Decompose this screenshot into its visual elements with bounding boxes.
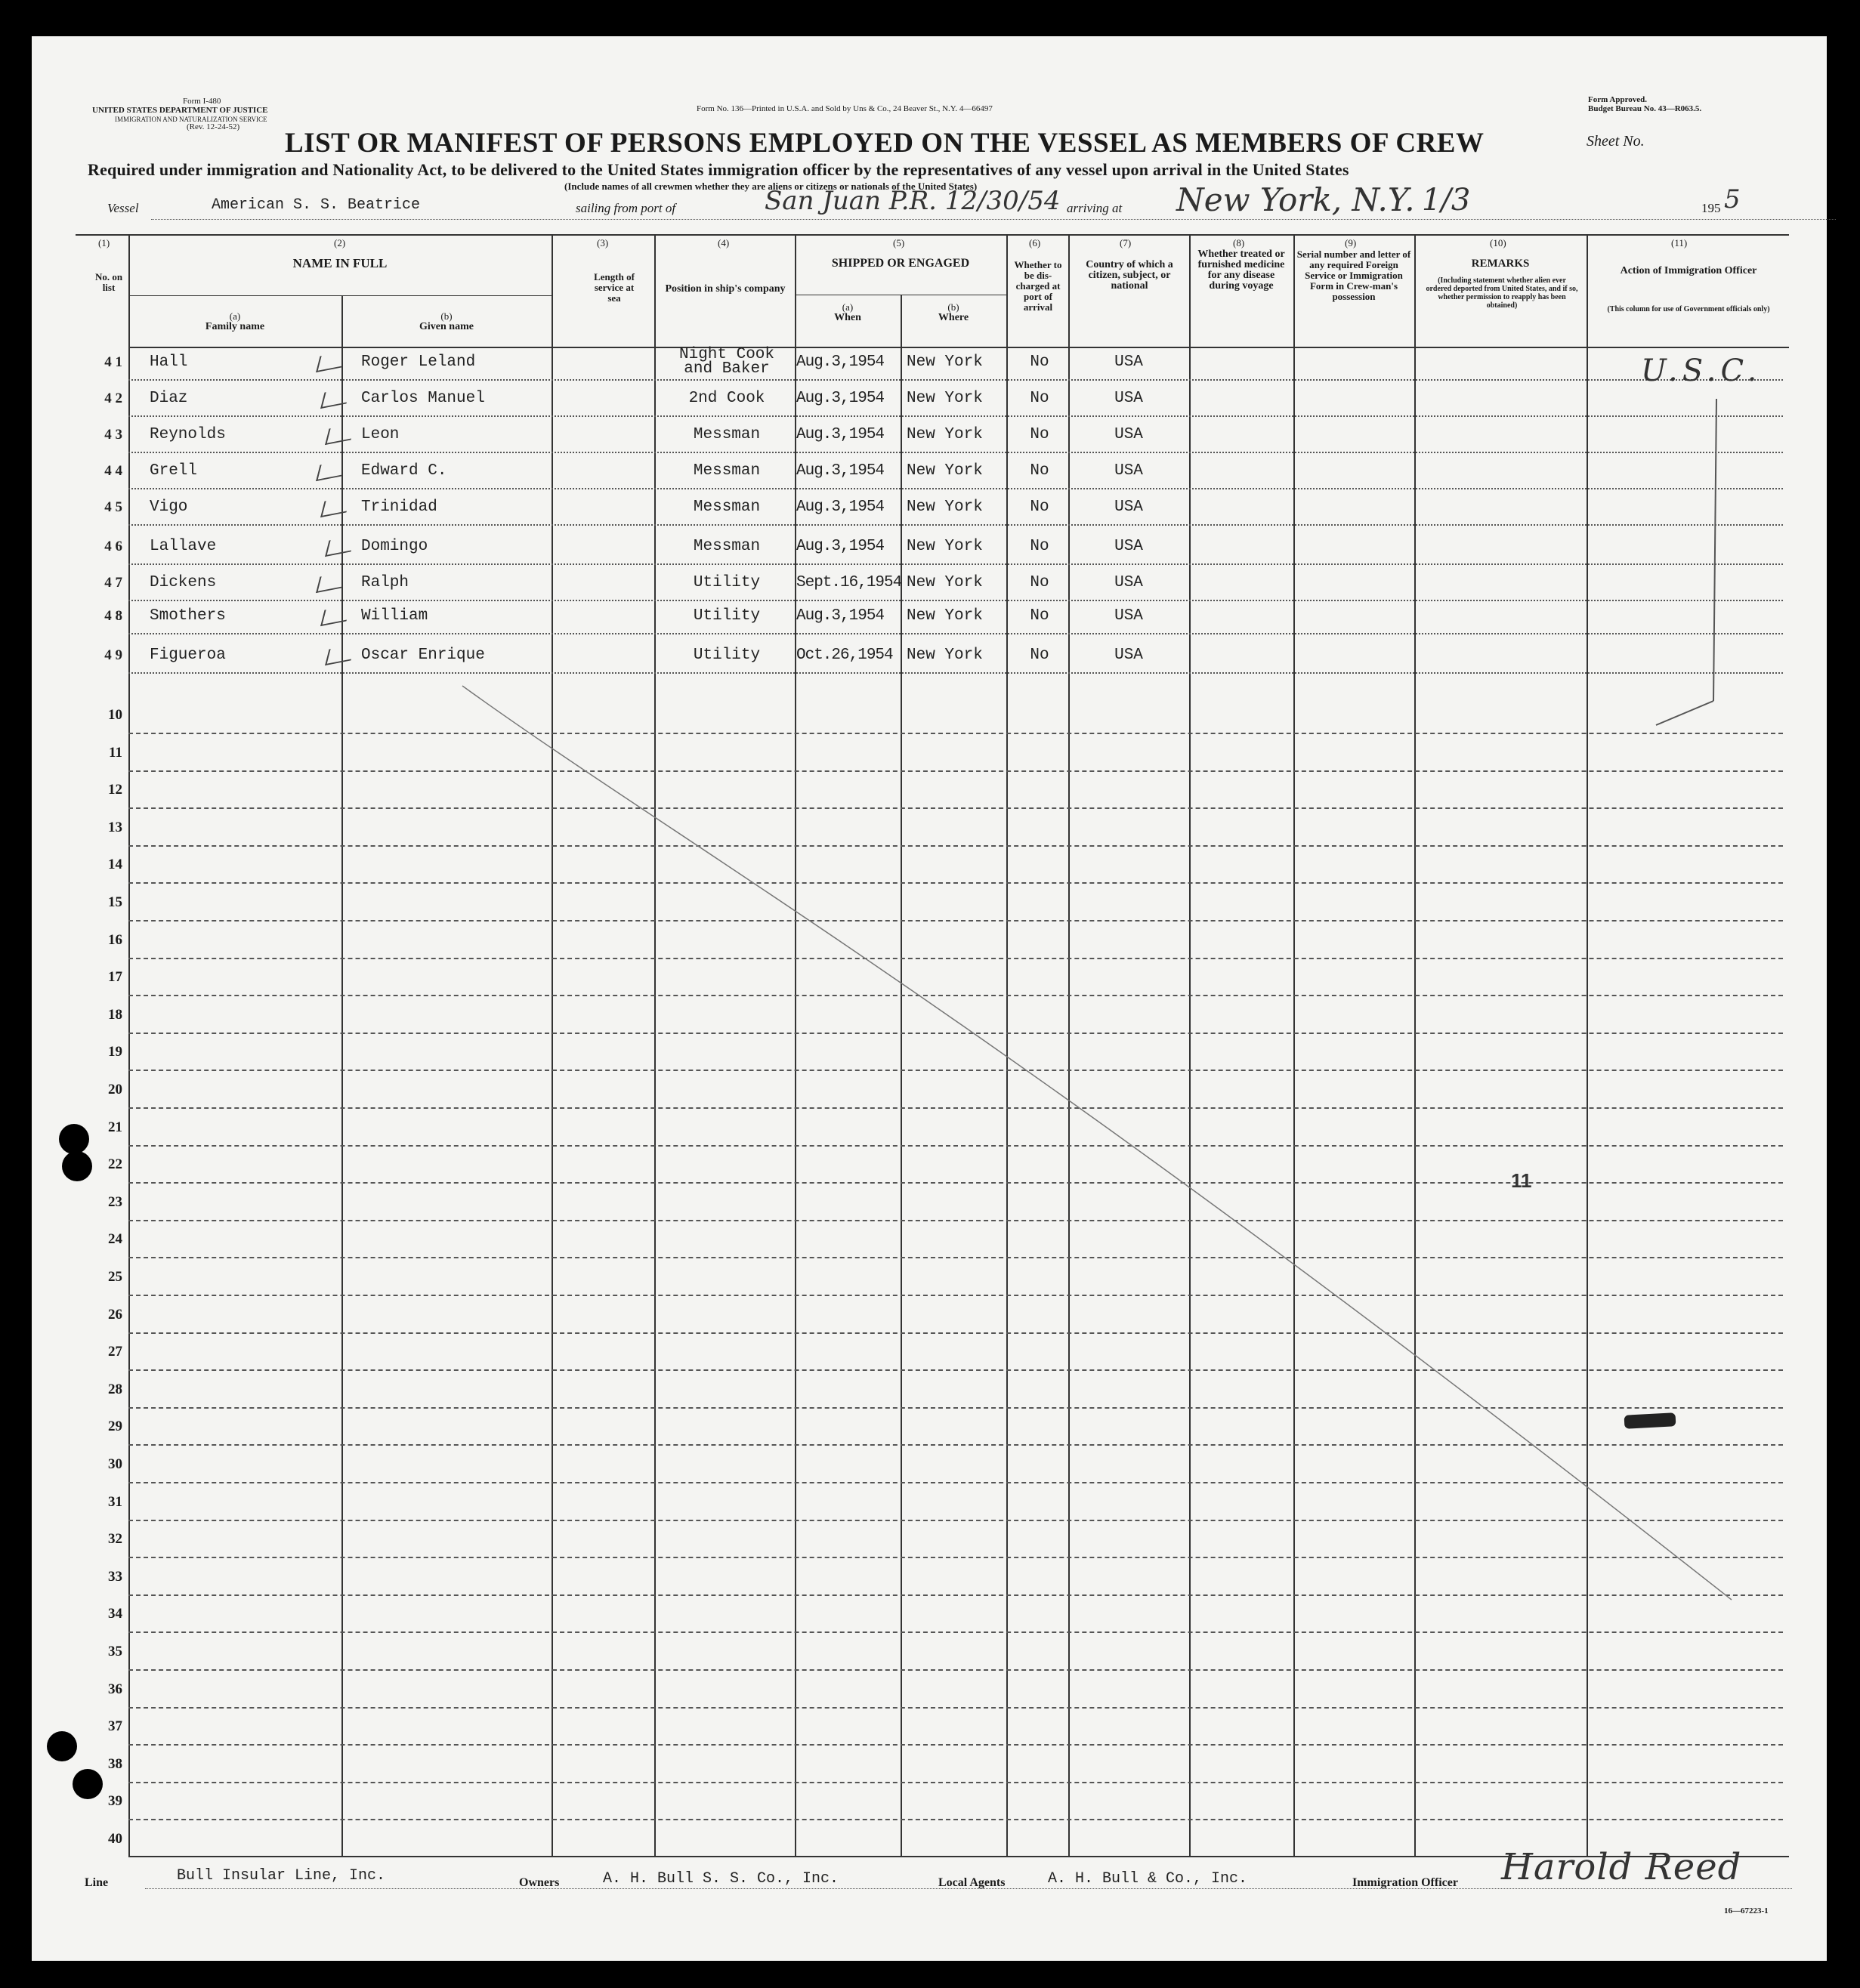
row-number: 29	[108, 1418, 122, 1435]
row-number: 28	[108, 1381, 122, 1397]
col-num-11: (11)	[1671, 237, 1688, 248]
row-number: 20	[108, 1082, 122, 1097]
discharged-cell: No	[1030, 574, 1049, 591]
row-number: 22	[108, 1156, 122, 1173]
col-divider-2a	[341, 295, 343, 1856]
shipped-where-cell: New York	[907, 390, 983, 407]
row-number: 37	[108, 1718, 122, 1735]
family-name-sub: (a)	[229, 310, 241, 322]
country-cell: USA	[1114, 426, 1143, 443]
col-num-9: (9)	[1345, 237, 1357, 248]
row-number: 40	[108, 1831, 122, 1847]
page-title: LIST OR MANIFEST OF PERSONS EMPLOYED ON THE VESSEL AS MEMBERS OF CREW	[285, 128, 1485, 159]
header-bottom-border	[128, 347, 1789, 348]
remarks-note: (Including statement whether alien ever ordered deported from United States, and if so, whether permission to reapply has been obtained)	[1426, 276, 1578, 310]
department-name: UNITED STATES DEPARTMENT OF JUSTICE	[92, 106, 268, 115]
row-number: 21	[108, 1119, 122, 1135]
family-name-header: Family name	[205, 321, 265, 332]
shipped-when-cell: Aug.3,1954	[796, 607, 885, 625]
name-header-divider	[128, 295, 552, 296]
name-in-full-header: NAME IN FULL	[292, 256, 388, 270]
given-name-cell: Ralph	[361, 574, 409, 591]
position-cell: Messman	[693, 538, 761, 555]
col-num-10: (10)	[1490, 237, 1506, 248]
given-name-cell: Leon	[361, 426, 400, 443]
row-rule	[128, 415, 1783, 417]
position-cell: Utility	[693, 607, 761, 625]
sailing-label: sailing from port of	[576, 201, 676, 215]
position-cell: Messman	[693, 426, 761, 443]
shipped-where-cell: New York	[907, 574, 983, 591]
row-number: 4 2	[104, 390, 122, 406]
revision-date: (Rev. 12-24-52)	[187, 122, 240, 131]
remarks-header: REMARKS	[1471, 258, 1530, 270]
vessel-name: American S. S. Beatrice	[212, 196, 421, 214]
action-mark-usc: U.S.C.	[1641, 353, 1762, 388]
vessel-label: Vessel	[107, 201, 139, 215]
action-note: (This column for use of Government officials only)	[1607, 305, 1770, 313]
country-cell: USA	[1114, 647, 1143, 664]
length-service-header: Length of service at sea	[594, 271, 635, 304]
col-num-3: (3)	[597, 237, 609, 248]
row-number: 4 5	[104, 499, 122, 515]
discharged-cell: No	[1030, 607, 1049, 625]
footer-code: 16—67223-1	[1724, 1906, 1769, 1915]
sheet-no-label: Sheet No.	[1587, 133, 1645, 150]
year-printed: 195	[1701, 201, 1721, 215]
shipped-where-cell: New York	[907, 426, 983, 443]
where-sub: (b)	[947, 301, 959, 313]
position-cell: Night Cook and Baker	[678, 346, 775, 378]
printer-line: Form No. 136—Printed in U.S.A. and Sold by Uns & Co., 24 Beaver St., N.Y. 4—66497	[697, 104, 993, 113]
shipped-where-cell: New York	[907, 647, 983, 664]
form-number: Form I-480	[183, 97, 221, 106]
col-num-1: (1)	[98, 237, 110, 248]
given-name-sub: (b)	[440, 310, 453, 322]
family-name-cell: Lallave	[150, 538, 217, 555]
ink-smudge	[1624, 1412, 1676, 1429]
arriving-label: arriving at	[1067, 201, 1123, 215]
when-sub: (a)	[842, 301, 854, 313]
family-name-cell: Diaz	[150, 390, 188, 407]
punch-hole	[73, 1769, 103, 1799]
row-number: 13	[108, 819, 122, 835]
row-number: 4 4	[104, 463, 122, 479]
position-cell: Messman	[693, 499, 761, 516]
row-number: 38	[108, 1755, 122, 1772]
row-rule	[128, 488, 1783, 489]
line-label: Line	[85, 1876, 109, 1889]
shipped-where-cell: New York	[907, 353, 983, 371]
arriving-port: New York, N.Y.	[1176, 181, 1415, 218]
row-number: 4 6	[104, 539, 122, 554]
shipped-when-cell: Oct.26,1954	[796, 647, 893, 664]
position-cell: 2nd Cook	[688, 390, 765, 407]
row-rule	[128, 452, 1783, 453]
row-number: 27	[108, 1344, 122, 1360]
row-number: 34	[108, 1606, 122, 1622]
sailing-port: San Juan P.R. 12/30/54	[765, 186, 1061, 216]
include-note: (Include names of all crewmen whether they are aliens or citizens or nationals of the United States)	[564, 181, 978, 192]
discharged-cell: No	[1030, 426, 1049, 443]
col-num-8: (8)	[1233, 237, 1245, 248]
when-header: When	[834, 312, 861, 323]
given-name-cell: Trinidad	[361, 499, 437, 516]
given-name-cell: Roger Leland	[361, 353, 476, 371]
country-cell: USA	[1114, 390, 1143, 407]
row-number: 11	[109, 744, 122, 761]
owners-value: A. H. Bull S. S. Co., Inc.	[603, 1870, 839, 1888]
where-header: Where	[938, 312, 969, 323]
shipped-when-cell: Aug.3,1954	[796, 426, 885, 443]
discharged-cell: No	[1030, 538, 1049, 555]
diagonal-cancel-line	[455, 678, 1739, 1607]
country-cell: USA	[1114, 574, 1143, 591]
officer-signature: Harold Reed	[1501, 1846, 1742, 1888]
row-number: 4 1	[104, 354, 122, 370]
row-rule	[128, 563, 1783, 565]
family-name-cell: Figueroa	[150, 647, 226, 664]
row-number: 19	[108, 1044, 122, 1060]
row-number: 18	[108, 1006, 122, 1023]
country-cell: USA	[1114, 538, 1143, 555]
row-number: 15	[108, 894, 122, 910]
serial-header: Serial number and letter of any required Foreign Service or Immigration Form in Crew-man's possession	[1296, 248, 1411, 302]
given-name-cell: Domingo	[361, 538, 428, 555]
row-number: 24	[108, 1231, 122, 1248]
row-number: 16	[108, 931, 122, 948]
col-num-6: (6)	[1029, 237, 1041, 248]
officer-label: Immigration Officer	[1352, 1876, 1458, 1889]
row-number: 30	[108, 1456, 122, 1472]
col-num-5: (5)	[893, 237, 905, 248]
budget-bureau: Budget Bureau No. 43—R063.5.	[1588, 104, 1702, 113]
shipped-when-cell: Aug.3,1954	[796, 538, 885, 555]
discharged-cell: No	[1030, 462, 1049, 480]
row-number: 10	[108, 707, 122, 723]
country-cell: USA	[1114, 462, 1143, 480]
arrival-date: 1/3	[1422, 183, 1471, 218]
shipped-where-cell: New York	[907, 499, 983, 516]
position-cell: Utility	[693, 574, 761, 591]
shipped-where-cell: New York	[907, 462, 983, 480]
shipped-when-cell: Aug.3,1954	[796, 353, 885, 371]
country-header: Country of which a citizen, subject, or national	[1086, 259, 1173, 292]
col-num-4: (4)	[718, 237, 730, 248]
row-number: 14	[108, 857, 122, 873]
owners-label: Owners	[519, 1876, 560, 1889]
row-number: 12	[108, 782, 122, 798]
discharged-cell: No	[1030, 390, 1049, 407]
remarks-mark: 11	[1511, 1169, 1532, 1192]
family-name-cell: Dickens	[150, 574, 217, 591]
no-on-list-header: No. on list	[94, 271, 123, 293]
family-name-cell: Hall	[150, 353, 188, 371]
agents-label: Local Agents	[938, 1876, 1006, 1889]
row-rule	[128, 1782, 1783, 1783]
row-rule	[128, 600, 1783, 601]
row-rule	[128, 524, 1783, 526]
discharged-header: Whether to be dis-charged at port of arrival	[1014, 259, 1062, 313]
shipped-when-cell: Aug.3,1954	[796, 499, 885, 516]
col-divider-1	[128, 234, 130, 1857]
row-rule	[128, 379, 1783, 381]
shipped-engaged-header: SHIPPED OR ENGAGED	[831, 257, 970, 270]
position-header: Position in ship's company	[665, 283, 786, 295]
row-rule	[128, 672, 1783, 674]
country-cell: USA	[1114, 607, 1143, 625]
row-number: 33	[108, 1568, 122, 1585]
row-number: 39	[108, 1793, 122, 1810]
family-name-cell: Reynolds	[150, 426, 226, 443]
row-number: 4 7	[104, 575, 122, 591]
row-number: 17	[108, 969, 122, 986]
medicine-header: Whether treated or furnished medicine for any disease during voyage	[1197, 248, 1285, 292]
row-number: 35	[108, 1644, 122, 1659]
service-name: IMMIGRATION AND NATURALIZATION SERVICE	[115, 116, 267, 123]
family-name-cell: Smothers	[150, 607, 226, 625]
action-header: Action of Immigration Officer	[1620, 265, 1757, 276]
vessel-underline	[151, 219, 1836, 220]
agents-value: A. H. Bull & Co., Inc.	[1048, 1870, 1248, 1888]
discharged-cell: No	[1030, 647, 1049, 664]
col-num-7: (7)	[1120, 237, 1132, 248]
country-cell: USA	[1114, 499, 1143, 516]
line-value: Bull Insular Line, Inc.	[177, 1867, 386, 1885]
row-rule	[128, 1707, 1783, 1709]
table-top-border	[76, 234, 1789, 236]
form-approved: Form Approved.	[1588, 95, 1648, 104]
row-number: 23	[108, 1193, 122, 1210]
row-number: 4 8	[104, 608, 122, 624]
shipped-when-cell: Aug.3,1954	[796, 462, 885, 480]
row-number: 36	[108, 1681, 122, 1697]
discharged-cell: No	[1030, 353, 1049, 371]
position-cell: Messman	[693, 462, 761, 480]
row-rule	[128, 1744, 1783, 1746]
given-name-cell: William	[361, 607, 428, 625]
row-rule	[128, 1819, 1783, 1820]
family-name-cell: Grell	[150, 462, 198, 480]
footer-underline	[145, 1888, 1792, 1889]
row-number: 25	[108, 1269, 122, 1285]
punch-hole	[47, 1731, 77, 1761]
row-rule	[128, 1669, 1783, 1671]
row-rule	[128, 1631, 1783, 1633]
shipped-when-cell: Aug.3,1954	[796, 390, 885, 407]
shipped-where-cell: New York	[907, 538, 983, 555]
row-rule	[128, 633, 1783, 634]
given-name-header: Given name	[419, 321, 474, 332]
given-name-cell: Carlos Manuel	[361, 390, 485, 407]
row-number: 31	[108, 1493, 122, 1510]
row-number: 4 3	[104, 427, 122, 443]
col-num-2: (2)	[334, 237, 346, 248]
row-number: 32	[108, 1531, 122, 1548]
manifest-sheet	[32, 36, 1827, 1961]
subtitle: Required under immigration and Nationality Act, to be delivered to the United States immigration officer by the representatives of any vessel upon arrival in the United States	[88, 160, 1349, 179]
year-handwritten: 5	[1724, 184, 1741, 215]
family-name-cell: Vigo	[150, 499, 188, 516]
given-name-cell: Edward C.	[361, 462, 447, 480]
punch-hole	[62, 1151, 92, 1181]
row-number: 4 9	[104, 647, 122, 663]
shipped-where-cell: New York	[907, 607, 983, 625]
country-cell: USA	[1114, 353, 1143, 371]
discharged-cell: No	[1030, 499, 1049, 516]
position-cell: Utility	[693, 647, 761, 664]
row-number: 26	[108, 1306, 122, 1323]
punch-hole	[59, 1124, 89, 1154]
shipped-when-cell: Sept.16,1954	[796, 574, 902, 591]
given-name-cell: Oscar Enrique	[361, 647, 485, 664]
